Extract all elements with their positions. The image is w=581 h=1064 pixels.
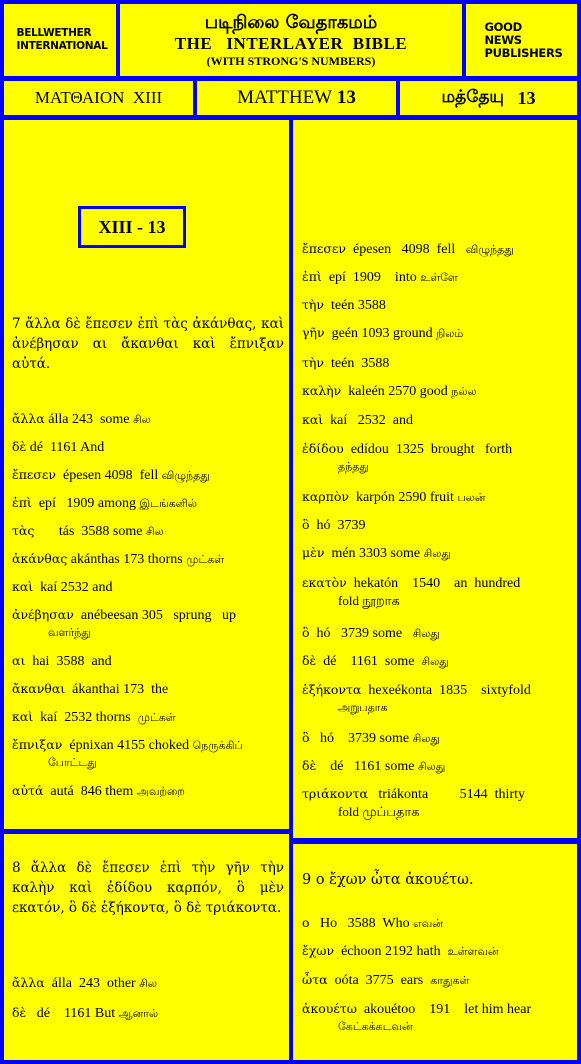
verse7-cont-entries <box>302 240 568 830</box>
word-entry <box>12 606 284 641</box>
word-entry <box>302 971 568 989</box>
tamil-gloss-continued: fold முப்பதாக <box>338 804 420 819</box>
transliteration-strongs-english: triákonta 5144 thirty <box>367 787 525 802</box>
greek-word: γῆν <box>302 325 325 340</box>
title-subtitle: (WITH STRONG'S NUMBERS) <box>206 54 376 68</box>
verse7-text: 7 ἄλλα δὲ ἔπεσεν ἐπὶ τὰς ἀκάνθας, καὶ ἀνέβησαν αι ἄκανθαι καὶ ἔπνιξαν αὐτά. <box>12 316 284 372</box>
greek-word: ἐπὶ <box>12 495 32 510</box>
word-entry <box>302 624 568 642</box>
transliteration-strongs-english: kaleén 2570 good <box>341 384 452 399</box>
tamil-gloss: இடங்களில் <box>139 497 197 510</box>
word-entry <box>12 652 284 670</box>
tamil-gloss: நிலம் <box>436 327 464 340</box>
word-entry <box>12 974 284 992</box>
tamil-gloss: காதுகள் <box>430 974 470 987</box>
word-entry <box>12 522 284 540</box>
tamil-gloss: சிலது <box>421 655 449 668</box>
tamil-gloss: விழுந்தது <box>161 469 210 482</box>
greek-word: ο <box>302 915 310 930</box>
word-entry <box>302 942 568 960</box>
greek-word: δὲ <box>12 1005 27 1020</box>
tamil-gloss-continued: கேட்கக்கடவன் <box>338 1020 413 1033</box>
transliteration-strongs-english: teén 3588 <box>324 298 386 313</box>
transliteration-strongs-english: échoon 2192 hath <box>334 944 448 959</box>
tamil-gloss-continued: தந்தது <box>338 460 369 473</box>
tamil-gloss: சிலது <box>417 760 446 773</box>
chapter-english <box>197 81 396 115</box>
greek-word: ὃ <box>302 730 310 745</box>
chapter-english-name: MATTHEW <box>237 87 333 108</box>
greek-word: αι <box>12 653 26 668</box>
word-entry <box>302 914 568 932</box>
word-entry <box>12 550 284 568</box>
word-entry <box>12 708 284 726</box>
right-logo-line1: GOOD NEWS <box>484 19 522 47</box>
greek-word: καὶ <box>12 579 34 594</box>
tamil-gloss-continued: வளர்ந்து <box>48 626 91 639</box>
greek-word: μὲν <box>302 545 325 560</box>
greek-word: ἐπὶ <box>302 269 322 284</box>
tamil-gloss-continued: fold நூறாக <box>338 593 400 608</box>
transliteration-strongs-english: kaí 2532 thorns <box>33 710 138 725</box>
transliteration-strongs-english: oóta 3775 ears <box>327 973 431 988</box>
tamil-gloss: சில <box>133 413 151 426</box>
transliteration-strongs-english: hó 3739 <box>309 518 366 533</box>
tamil-gloss: அவற்றை <box>136 785 185 798</box>
verse8-text: 8 ἄλλα δὲ ἔπεσεν ἐπὶ τὴν γῆν τὴν καλὴν καὶ ἐδίδου καρπόν, ὃ μὲν εκατόν, ὃ δὲ ἑξήκοντα, ὃ δὲ τριάκοντα. <box>12 860 284 916</box>
transliteration-strongs-english: mén 3303 some <box>324 546 424 561</box>
transliteration-strongs-english: kaí 2532 and <box>33 580 113 595</box>
greek-word: εκατὸν <box>302 575 347 590</box>
transliteration-strongs-english: hó 3739 some <box>309 626 413 641</box>
tamil-gloss: சிலது <box>412 627 440 640</box>
greek-word: ἔπνιξαν <box>12 737 63 752</box>
transliteration-strongs-english: dé 1161 And <box>26 440 105 455</box>
tamil-gloss: முட்கள் <box>137 711 176 724</box>
transliteration-strongs-english: ákanthai 173 the <box>65 682 169 697</box>
word-entry <box>302 296 568 314</box>
greek-word: ἔπεσεν <box>302 241 347 256</box>
word-entry <box>302 240 568 258</box>
word-entry <box>12 1004 284 1022</box>
transliteration-strongs-english: akánthas 173 thorns <box>67 552 187 567</box>
chapter-english-num: 13 <box>336 87 356 108</box>
greek-word: ὦτα <box>302 972 328 987</box>
greek-word: δὲ <box>302 653 317 668</box>
greek-word: δὲ <box>12 439 27 454</box>
transliteration-strongs-english: álla 243 other <box>44 976 140 991</box>
transliteration-strongs-english: dé 1161 some <box>316 759 418 774</box>
tamil-gloss: உள்ளவன் <box>447 945 499 958</box>
word-entry <box>302 382 568 400</box>
word-entry <box>302 268 568 286</box>
tamil-gloss: ஆனால் <box>118 1007 159 1020</box>
word-entry <box>302 516 568 534</box>
tamil-gloss: முட்கள் <box>186 553 225 566</box>
word-entry <box>302 729 568 747</box>
transliteration-strongs-english: épnixan 4155 choked <box>62 738 193 753</box>
transliteration-strongs-english: dé 1161 some <box>316 654 422 669</box>
word-entry <box>12 494 284 512</box>
greek-word: ἔπεσεν <box>12 467 57 482</box>
transliteration-strongs-english: hó 3739 some <box>309 731 413 746</box>
word-entry <box>302 757 568 775</box>
greek-word: τὰς <box>12 523 35 538</box>
greek-word: καλὴν <box>302 383 342 398</box>
tamil-gloss: எவன் <box>413 917 443 930</box>
word-entry <box>302 354 568 372</box>
verse-badge: XIII - 13 <box>78 206 186 248</box>
word-entry <box>302 324 568 342</box>
greek-word: καὶ <box>302 412 324 427</box>
word-entry <box>302 1000 568 1035</box>
transliteration-strongs-english: karpón 2590 fruit <box>348 490 458 505</box>
greek-word: ἑξήκοντα <box>302 682 362 697</box>
transliteration-strongs-english: dé 1161 But <box>26 1006 119 1021</box>
transliteration-strongs-english: hexeékonta 1835 sixtyfold <box>361 683 531 698</box>
left-panel-verse7 <box>4 120 289 829</box>
left-logo-line1: BELLWETHER <box>16 27 92 39</box>
transliteration-strongs-english: épesen 4098 fell <box>346 242 466 257</box>
word-entry <box>302 785 568 820</box>
greek-word: ὃ <box>302 517 310 532</box>
greek-word: ἐδίδου <box>302 441 344 456</box>
word-entry <box>302 574 568 609</box>
chapter-tamil <box>400 81 577 115</box>
right-panel-verse9 <box>293 844 577 1060</box>
word-entry <box>12 438 284 456</box>
right-panel-verse7-cont <box>293 120 577 838</box>
word-entry <box>302 681 568 716</box>
word-entry <box>12 466 284 484</box>
greek-word: τὴν <box>302 297 325 312</box>
word-entry <box>302 652 568 670</box>
title-tamil: படிநிலை வேதாகமம் <box>204 12 378 33</box>
verse9-entries <box>302 914 568 1054</box>
greek-word: δὲ <box>302 758 317 773</box>
transliteration-strongs-english: kaí 2532 and <box>323 413 413 428</box>
greek-word: ἔχων <box>302 943 335 958</box>
transliteration-strongs-english: akouétoo 191 let him hear <box>356 1002 532 1017</box>
transliteration-strongs-english: epí 1909 among <box>31 496 140 511</box>
transliteration-strongs-english: epí 1909 into <box>321 270 421 285</box>
greek-word: αὐτά <box>12 783 44 798</box>
chapter-greek <box>4 81 193 115</box>
transliteration-strongs-english: geén 1093 ground <box>324 326 437 341</box>
word-entry <box>302 411 568 429</box>
tamil-gloss-continued: போட்டது <box>48 756 97 769</box>
transliteration-strongs-english: álla 243 some <box>44 412 133 427</box>
transliteration-strongs-english: hekatón 1540 an hundred <box>346 576 521 591</box>
greek-word: ἀκάνθας <box>12 551 68 566</box>
left-logo <box>4 4 116 76</box>
greek-word: ἄκανθαι <box>12 681 66 696</box>
transliteration-strongs-english: tás 3588 some <box>34 524 146 539</box>
tamil-gloss-continued: அறுபதாக <box>338 701 388 714</box>
greek-word: τριάκοντα <box>302 786 368 801</box>
greek-word: καρπὸν <box>302 489 349 504</box>
word-entry <box>12 680 284 698</box>
greek-word: ἀνέβησαν <box>12 607 74 622</box>
transliteration-strongs-english: autá 846 them <box>43 784 137 799</box>
tamil-gloss: சிலது <box>423 547 451 560</box>
greek-word: τὴν <box>302 355 325 370</box>
left-panel-verse8 <box>4 834 289 1060</box>
greek-word: ἀκουέτω <box>302 1001 357 1016</box>
tamil-gloss: சில <box>139 977 157 990</box>
word-entry <box>302 488 568 506</box>
greek-word: ἄλλα <box>12 411 45 426</box>
word-entry <box>12 782 284 800</box>
right-logo <box>466 4 577 76</box>
chapter-greek-text: ΜΑΤΘΑΙΟΝ XIII <box>34 88 163 107</box>
transliteration-strongs-english: hai 3588 and <box>25 654 112 669</box>
transliteration-strongs-english: edídou 1325 brought forth <box>343 442 513 457</box>
transliteration-strongs-english: teén 3588 <box>324 356 390 371</box>
right-logo-line2: PUBLISHERS <box>484 45 563 60</box>
transliteration-strongs-english: épesen 4098 fell <box>56 468 162 483</box>
title-block <box>120 4 462 76</box>
tamil-gloss: பலன் <box>457 491 486 504</box>
tamil-gloss: சில <box>145 525 164 538</box>
chapter-tamil-num: 13 <box>517 87 536 108</box>
word-entry <box>12 410 284 428</box>
greek-word: καὶ <box>12 709 34 724</box>
word-entry <box>302 440 568 475</box>
chapter-tamil-name: மத்தேயு <box>441 87 504 107</box>
left-logo-line2: INTERNATIONAL <box>16 40 108 52</box>
word-entry <box>302 544 568 562</box>
word-entry <box>12 578 284 596</box>
title-english: THE INTERLAYER BIBLE <box>174 34 408 53</box>
greek-word: ὃ <box>302 625 310 640</box>
verse9-text: 9 ο ἔχων ὦτα ἀκουέτω. <box>302 872 474 888</box>
tamil-gloss: நல்ல <box>451 385 477 398</box>
word-entry <box>12 736 284 771</box>
tamil-gloss: சிலது <box>412 732 440 745</box>
tamil-gloss: விழுந்தது <box>465 243 514 256</box>
tamil-gloss: உள்ளே <box>420 271 458 284</box>
tamil-gloss: நெருக்கிப் <box>192 739 243 752</box>
verse8-entries <box>12 974 284 1044</box>
transliteration-strongs-english: anébeesan 305 sprung up <box>73 608 236 623</box>
greek-word: ἄλλα <box>12 975 45 990</box>
transliteration-strongs-english: Ho 3588 Who <box>309 916 414 931</box>
verse7-entries <box>12 410 284 820</box>
